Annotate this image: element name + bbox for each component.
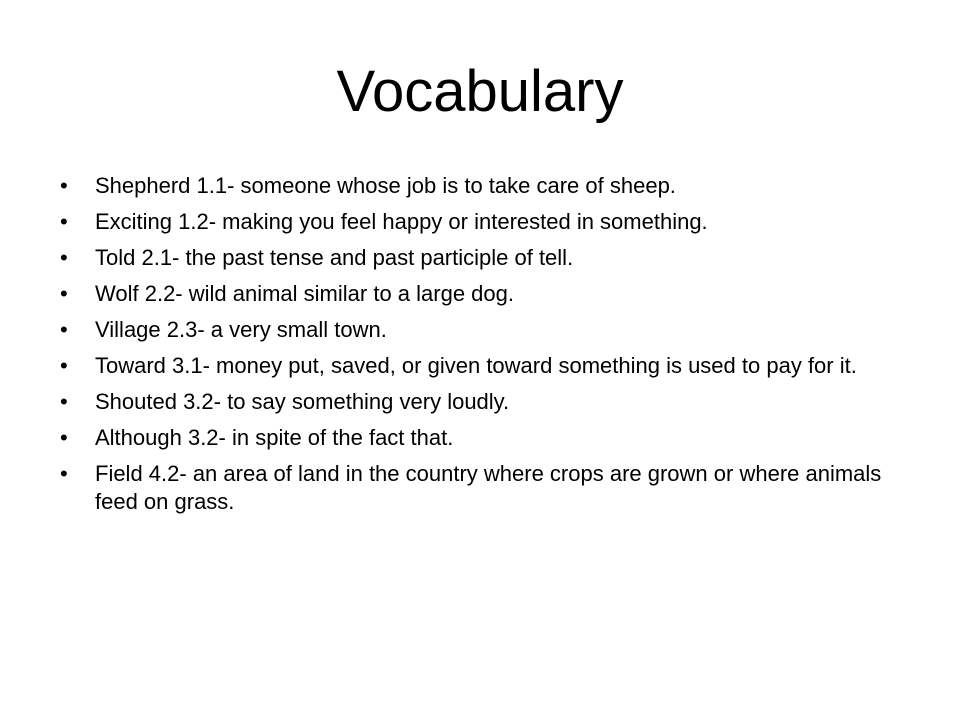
slide-title: Vocabulary — [336, 59, 624, 124]
list-item — [60, 316, 920, 344]
list-item-text: Told 2.1- the past tense and past participle of tell. — [95, 245, 574, 270]
list-item — [60, 280, 920, 308]
list-item-text: Village 2.3- a very small town. — [95, 317, 387, 342]
bullet-icon: • — [60, 209, 68, 234]
list-item — [60, 424, 920, 452]
bullet-icon: • — [60, 389, 68, 414]
bullet-icon: • — [60, 425, 68, 450]
list-item-text: Field 4.2- an area of land in the country where crops are grown or where animals feed on grass. — [95, 461, 882, 514]
list-item — [60, 244, 920, 272]
vocabulary-list — [60, 172, 920, 524]
list-item-text: Although 3.2- in spite of the fact that. — [95, 425, 454, 450]
bullet-icon: • — [60, 461, 68, 486]
list-item-text: Exciting 1.2- making you feel happy or interested in something. — [95, 209, 708, 234]
list-item-text: Toward 3.1- money put, saved, or given toward something is used to pay for it. — [95, 353, 857, 378]
bullet-icon: • — [60, 281, 68, 306]
list-item — [60, 352, 920, 380]
list-item-text: Shouted 3.2- to say something very loudly. — [95, 389, 510, 414]
bullet-icon: • — [60, 317, 68, 342]
list-item — [60, 208, 920, 236]
list-item — [60, 388, 920, 416]
bullet-icon: • — [60, 173, 68, 198]
bullet-icon: • — [60, 353, 68, 378]
bullet-icon: • — [60, 245, 68, 270]
list-item — [60, 172, 920, 200]
list-item-text: Shepherd 1.1- someone whose job is to take care of sheep. — [95, 173, 676, 198]
list-item — [60, 460, 920, 516]
list-item-text: Wolf 2.2- wild animal similar to a large dog. — [95, 281, 514, 306]
